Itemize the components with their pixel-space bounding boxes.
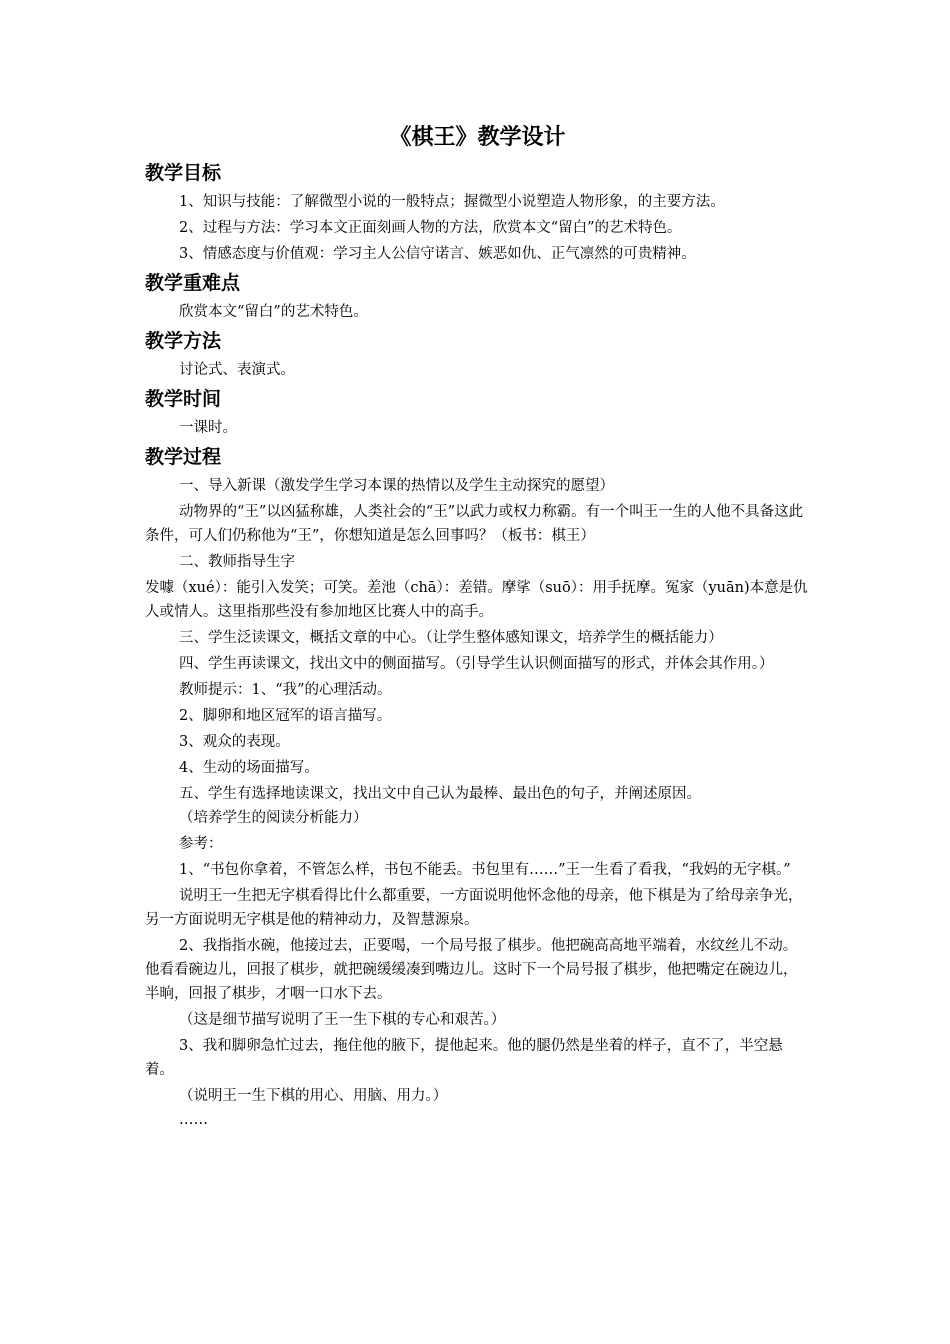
key-text: 欣赏本文“留白”的艺术特色。: [179, 304, 368, 320]
process-paragraph: 五、学生有选择地读课文，找出文中自己认为最棒、最出色的句子，并阐述原因。: [179, 786, 701, 802]
process-paragraph: （这是细节描写说明了王一生下棋的专心和艰苦。）: [179, 1012, 506, 1028]
process-paragraph: 发噱（xué）：能引入发笑；可笑。差池（chā）：差错。摩挲（suō）：用手抚摩。冤家（yuān)本意是仇人或情人。这里指那些没有参加地区比赛人中的高手。: [145, 580, 808, 620]
section-heading-key: 教学重难点: [145, 272, 241, 294]
document-title: 《棋王》教学设计: [389, 124, 566, 150]
process-paragraph: 三、学生泛读课文，概括文章的中心。（让学生整体感知课文，培养学生的概括能力）: [179, 630, 723, 646]
process-paragraph: 3、观众的表现。: [179, 734, 290, 750]
goal-item: 1、知识与技能：了解微型小说的一般特点；握微型小说塑造人物形象，的主要方法。: [179, 194, 725, 210]
method-text: 讨论式、表演式。: [179, 362, 295, 378]
process-paragraph: （培养学生的阅读分析能力）: [179, 810, 368, 826]
process-paragraph: 说明王一生把无字棋看得比什么都重要，一方面说明他怀念他的母亲，他下棋是为了给母亲争光，另一方面说明无字棋是他的精神动力，及智慧源泉。: [145, 888, 803, 928]
section-heading-goals: 教学目标: [145, 162, 222, 184]
process-paragraph: ……: [179, 1112, 208, 1128]
process-paragraph: 4、生动的场面描写。: [179, 760, 319, 776]
process-paragraph: 一、导入新课（激发学生学习本课的热情以及学生主动探究的愿望）: [179, 478, 614, 494]
process-paragraph: 2、我指指水碗，他接过去，正要喝，一个局号报了棋步。他把碗高高地平端着，水纹丝儿不动。他看看碗边儿，回报了棋步，就把碗缓缓凑到嘴边儿。这时下一个局号报了棋步，他把嘴定在碗边儿，半晌，回报了棋步，才咽一口水下去。: [145, 938, 798, 1002]
process-paragraph: 1、“书包你拿着，不管怎么样，书包不能丢。书包里有……”王一生看了看我，“我妈的无字棋。”: [179, 862, 791, 878]
time-text: 一课时。: [179, 420, 237, 436]
process-paragraph: （说明王一生下棋的用心、用脑、用力。）: [179, 1088, 448, 1104]
process-paragraph: 参考：: [179, 836, 223, 852]
process-paragraph: 四、学生再读课文，找出文中的侧面描写。（引导学生认识侧面描写的形式，并体会其作用。）: [179, 656, 774, 672]
process-paragraph: 二、教师指导生字: [179, 554, 295, 570]
process-paragraph: 3、我和脚卵急忙过去，拖住他的腋下，提他起来。他的腿仍然是坐着的样子，直不了，半空悬着。: [145, 1038, 783, 1078]
section-heading-time: 教学时间: [145, 388, 222, 410]
process-paragraph: 教师提示：1、“我”的心理活动。: [179, 682, 392, 698]
section-heading-process: 教学过程: [145, 446, 222, 468]
goal-item: 2、过程与方法：学习本文正面刻画人物的方法，欣赏本文“留白”的艺术特色。: [179, 220, 682, 236]
goal-item: 3、情感态度与价值观：学习主人公信守诺言、嫉恶如仇、正气凛然的可贵精神。: [179, 246, 696, 262]
process-paragraph: 动物界的“王”以凶猛称雄，人类社会的“王”以武力或权力称霸。有一个叫王一生的人他不具备这此条件，可人们仍称他为“王”，你想知道是怎么回事吗？（板书：棋王）: [145, 504, 804, 544]
section-heading-method: 教学方法: [145, 330, 222, 352]
document-page: [145, 120, 810, 1132]
process-paragraph: 2、脚卵和地区冠军的语言描写。: [179, 708, 392, 724]
